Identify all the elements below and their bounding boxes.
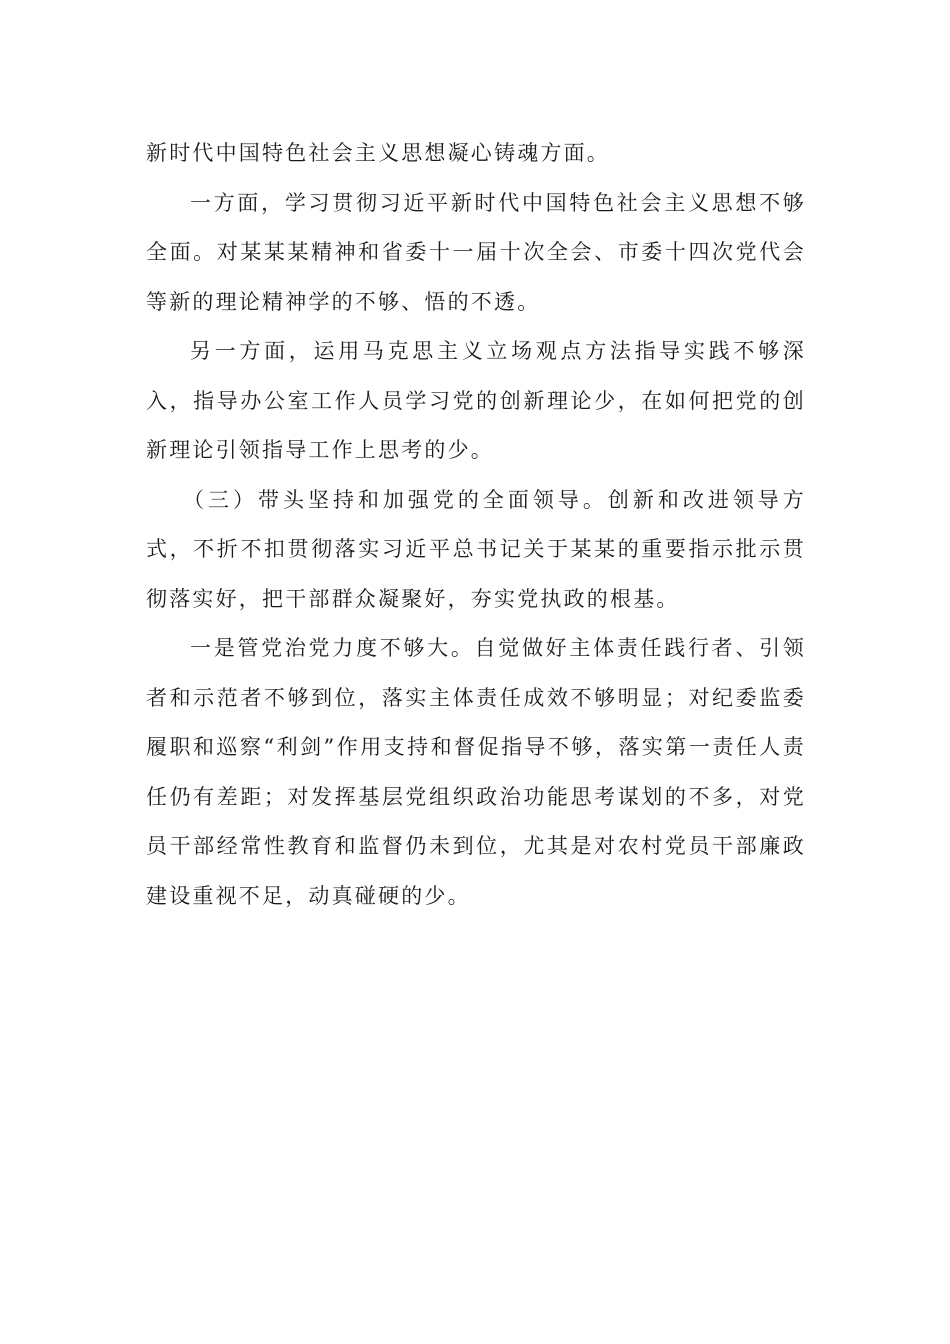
paragraph-second-aspect: 另一方面，运用马克思主义立场观点方法指导实践不够深入，指导办公室工作人员学习党的创新理论少，在如何把党的创新理论引领指导工作上思考的少。 bbox=[146, 339, 806, 462]
section-heading-three: （三）带头坚持和加强党的全面领导。创新和改进领导方式，不折不扣贯彻落实习近平总书记关于某某的重要指示批示贯彻落实好，把干部群众凝聚好，夯实党执政的根基。 bbox=[146, 487, 806, 611]
document-body bbox=[146, 129, 806, 921]
paragraph-continuation: 新时代中国特色社会主义思想凝心铸魂方面。 bbox=[146, 141, 610, 165]
paragraph-first-aspect: 一方面，学习贯彻习近平新时代中国特色社会主义思想不够全面。对某某某精神和省委十一届十次全会、市委十四次党代会等新的理论精神学的不够、悟的不透。 bbox=[146, 190, 806, 314]
paragraph-point-one: 一是管党治党力度不够大。自觉做好主体责任践行者、引领者和示范者不够到位，落实主体责任成效不够明显；对纪委监委履职和巡察“利剑”作用支持和督促指导不够，落实第一责任人责任仍有差距；对发挥基层党组织政治功能思考谋划的不多，对党员干部经常性教育和监督仍未到位，尤其是对农村党员干部廉政建设重视不足，动真碰硬的少。 bbox=[146, 636, 806, 908]
